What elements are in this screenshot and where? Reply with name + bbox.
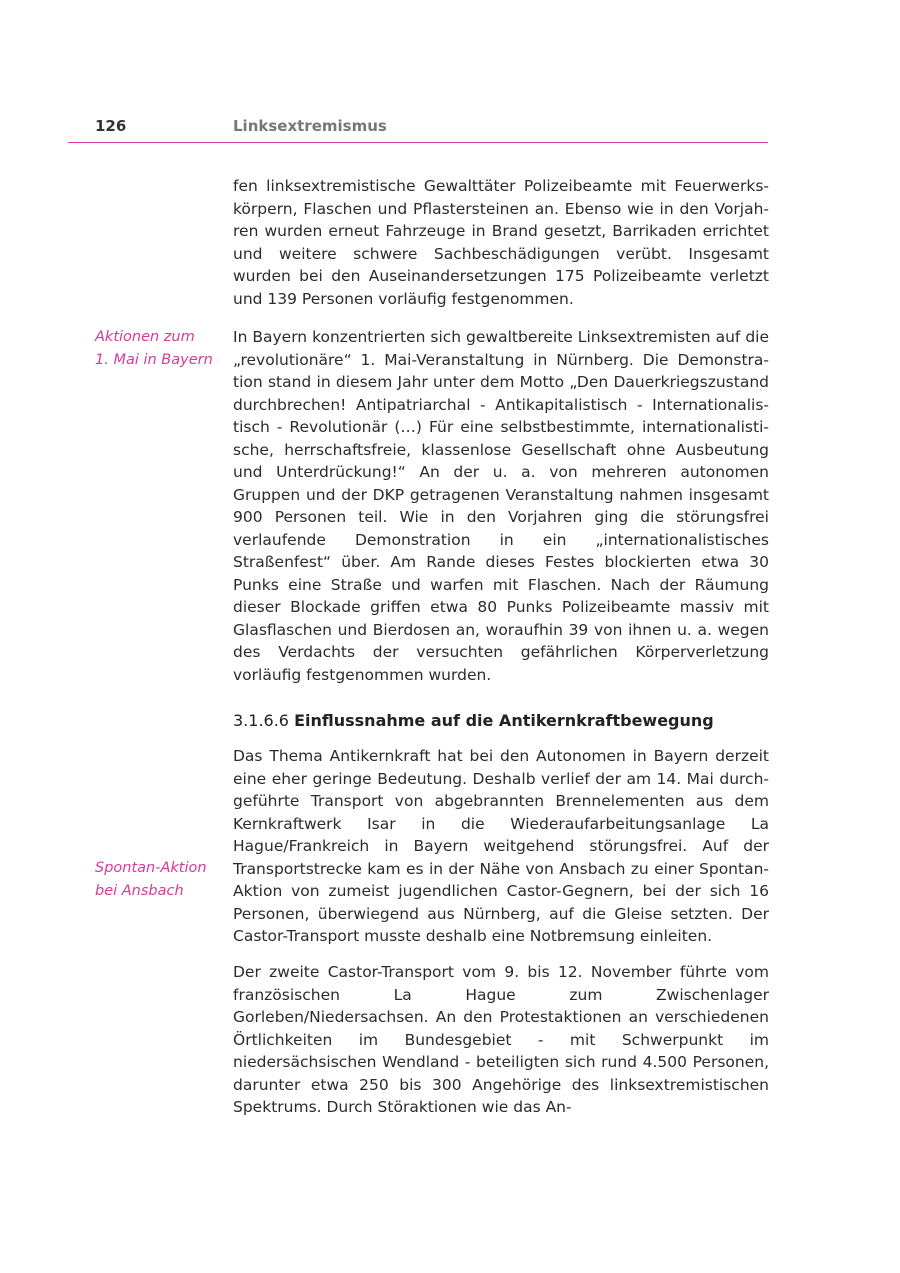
paragraph-2: In Bayern konzentrierten sich gewaltbereite Linksextremisten auf die „revolutionäre“ 1. Mai-Veranstaltung in Nürnberg. Die Demonstration stand in diesem Jahr unter dem Motto „Den Dauerkriegszustand durchbrechen! Antipatriarchal - Antikapitalistisch - Internationalistisch - Revolutionär (…) Für eine selbstbestimmte, internationalistische, herrschaftsfreie, klassenlose Gesellschaft ohne Ausbeutung und Unterdrückung!“ An der u. a. von mehreren autonomen Gruppen und der DKP getragenen Veranstaltung nahmen insgesamt 900 Personen teil. Wie in den Vorjahren ging die störungsfrei verlaufende Demonstration in ein „internationalistisches Straßenfest“ über. Am Rande dieses Festes blockierten etwa 30 Punks eine Straße und warfen mit Flaschen. Nach der Räumung dieser Blockade griffen etwa 80 Punks Polizeibeamte massiv mit Glasflaschen und Bierdosen an, woraufhin 39 von ihnen u. a. wegen des Verdachts der versuchten gefährlichen Körperverletzung vorläufig festgenommen wurden. — [233, 328, 769, 684]
section-title: Einflussnahme auf die Antikernkraftbewegung — [294, 711, 714, 730]
section-number: 3.1.6.6 — [233, 711, 289, 730]
margin-note-line: bei Ansbach — [95, 882, 184, 899]
section-heading — [233, 710, 769, 732]
page-number: 126 — [95, 117, 127, 135]
margin-note-line: Spontan-Aktion — [95, 860, 207, 876]
paragraph-1: fen linksextremistische Gewalttäter Polizeibeamte mit Feuerwerkskörpern, Flaschen und Pflastersteinen an. Ebenso wie in den Vorjahren wurden erneut Fahrzeuge in Brand gesetzt, Barrikaden errichtet und weitere schwere Sachbeschädigungen verübt. Insgesamt wurden bei den Auseinandersetzungen 175 Polizeibeamte verletzt und 139 Personen vorläufig festgenommen. — [233, 177, 769, 308]
paragraph-4: Der zweite Castor-Transport vom 9. bis 12. November führte vom französischen La Hague zum Zwischenlager Gorleben/Niedersachsen. An den Protestaktionen an verschiedenen Örtlichkeiten im Bundesgebiet - mit Schwerpunkt im niedersächsischen Wendland - beteiligten sich rund 4.500 Personen, darunter etwa 250 bis 300 Angehörige des linksextremistischen Spektrums. Durch Störaktionen wie das An- — [233, 963, 769, 1116]
margin-note-ansbach — [95, 857, 220, 902]
margin-note-may-day — [95, 326, 220, 371]
page-header — [68, 116, 768, 143]
margin-note-line: 1. Mai in Bayern — [95, 351, 213, 368]
paragraph-3: Das Thema Antikernkraft hat bei den Autonomen in Bayern derzeit eine eher geringe Bedeutung. Deshalb verlief der am 14. Mai durchgeführte Transport von abgebrannten Brennelementen aus dem Kernkraftwerk Isar in die Wiederaufarbeitungsanlage La Hague/Frankreich in Bayern weitgehend störungsfrei. Auf der Transportstrecke kam es in der Nähe von Ansbach zu einer Spontan-Aktion von zumeist jugendlichen Castor-Gegnern, bei der sich 16 Personen, überwiegend aus Nürnberg, auf die Gleise setzten. Der Castor-Transport musste deshalb eine Notbremsung einleiten. — [233, 747, 769, 945]
running-title: Linksextremismus — [233, 117, 387, 135]
margin-note-line: Aktionen zum — [95, 329, 195, 345]
